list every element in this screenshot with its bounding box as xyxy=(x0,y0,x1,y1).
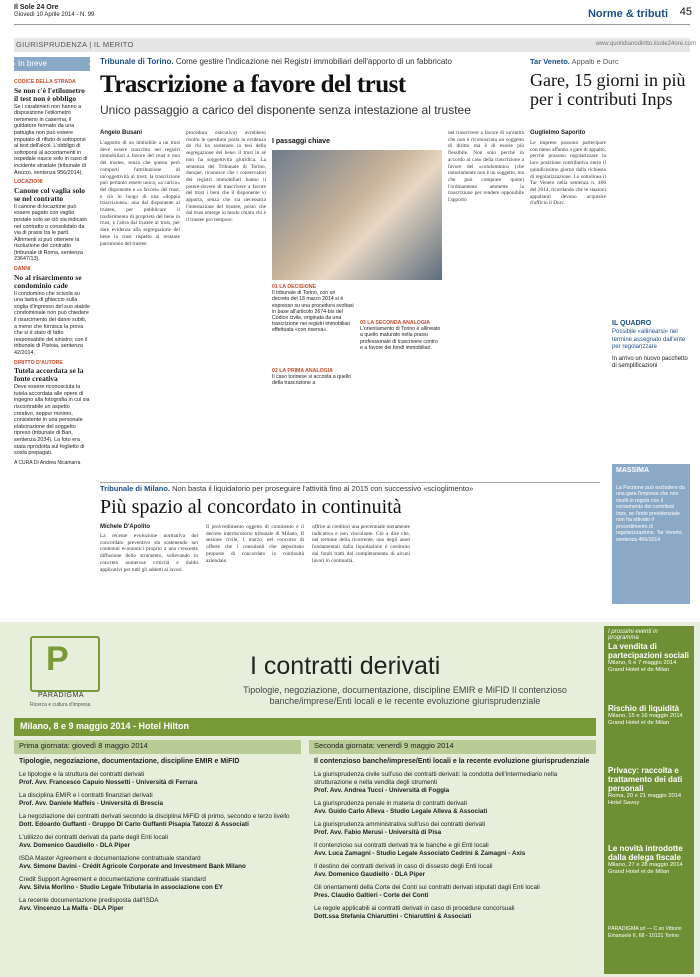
program-title: ISDA Master Agreement e documentazione contrattuale standard xyxy=(19,855,201,862)
upcoming-header: I prossimi eventi in programma xyxy=(608,629,658,641)
program-title: L'utilizzo dei contratti derivati da parte degli Enti locali xyxy=(19,834,168,841)
contact-info: PARADIGMA srl — C.so Vittorio Emanuele II, 68 - 10121 Torino xyxy=(608,926,682,939)
program-title: La giurisprudenza penale in materia di contratti derivati xyxy=(314,800,467,807)
program-speaker: Prof. Avv. Daniele Maffeis - Università di Brescia xyxy=(19,800,163,807)
program-item xyxy=(19,897,296,913)
program-title: La recente documentazione predisposta dall'ISDA xyxy=(19,897,159,904)
program-title: Tipologie, negoziazione, documentazione, discipline EMIR e MiFID xyxy=(19,758,240,765)
program-title: Credit Support Agreement e documentazione contrattuale standard xyxy=(19,876,206,883)
program-title: Gli orientamenti della Corte dei Conti sui contratti derivati stipulati dagli Enti locali xyxy=(314,884,540,891)
second-kicker: Tribunale di Milano. Non basta il liquidatorio per proseguire l'attività fino al 2015 con successivo «scioglimento» xyxy=(100,484,474,493)
sidebar-byline: A CURA DI Andrea Nicamarra xyxy=(14,459,81,466)
day2-header: Seconda giornata: venerdì 9 maggio 2014 xyxy=(309,740,596,754)
program-speaker: Prof. Avv. Andrea Tucci - Università di Foggia xyxy=(314,787,450,794)
item-body: Se i carabinieri non hanno a disposizione l'etilometro nemmeno in caserma, il guidatore fermato da una pattuglia non può essere imputato di rifiuto di sottoporsi al test dell'alcol. L'obbligo di sottoporsi al accertamenti in ospedale nasce solo in caso di incidente stradale (tribunale di Arezzo, sentenza 956/2014). xyxy=(14,103,88,176)
site-url[interactable]: www.quotidianodiritto.ilsole24ore.com xyxy=(595,41,696,47)
brand-tag: Ricerca e cultura d'impresa xyxy=(30,702,91,708)
lead-headline: Trascrizione a favore del trust xyxy=(100,71,406,98)
right-headline: Gare, 15 giorni in più per i contributi Inps xyxy=(530,70,686,109)
program-item xyxy=(314,863,591,879)
program-item xyxy=(19,792,296,808)
item-title: No al risarcimento se condominio cade xyxy=(14,272,82,290)
day1-header: Prima giornata: giovedì 8 maggio 2014 xyxy=(14,740,301,754)
list-item xyxy=(14,266,90,357)
in-breve-label: In breve xyxy=(14,57,90,71)
program-item xyxy=(19,771,296,787)
program-speaker: Dott. Edoardo Guffanti - Gruppo Di Carlo Guffanti Pisapia Tatozzi & Associati xyxy=(19,821,249,828)
program-speaker: Dott.ssa Stefania Chiaruttini - Chiaruttini & Associati xyxy=(314,913,472,920)
item-kicker: DANNI xyxy=(14,266,31,273)
program-title: Il contenzioso sui contratti derivati tra le banche e gli Enti locali xyxy=(314,842,489,849)
program-speaker: Avv. Domenico Gaudiello - DLA Piper xyxy=(19,842,131,849)
key-item: 01 LA DECISIONE Il tribunale di Torino, con un decreto del 18 marzo 2014 si è espresso su una procedura svoltasi in base all'articolo 2674-bis del Codice civile, originata da una trascrizione nei registri immobiliari effettuata «con riserva». xyxy=(272,284,354,334)
right-body-continued xyxy=(614,130,690,316)
masthead xyxy=(14,4,690,26)
second-column-3: offrire ai creditori una percentuale meramente indicativa e non vincolante. Ciò a dire che, nel termine della ricorrente, uno degli asset fondamentali dalla liquidazione è costituito dai fondi tratti dal completamento di alcuni lavori in continuità. xyxy=(312,524,410,564)
second-headline: Più spazio al concordato in continuità xyxy=(100,496,402,518)
program-item xyxy=(19,813,296,829)
item-title: Tutela accordata se la fonte creativa xyxy=(14,366,84,384)
brand-name: PARADIGMA xyxy=(38,692,84,699)
event-item[interactable]: Rischio di liquidità Milano, 15 e 16 maggio 2014 Grand Hotel et de Milan xyxy=(608,704,683,726)
massima-box xyxy=(612,464,690,604)
item-body: Il canone di locazione può essere pagato con vaglia postale solo se ciò sia indicato nel contratto o consolidato da via di prassi tra le parti. Altrimenti si può ottenere la risoluzione del contratto (tribunale di Roma, sentenza 23647/13). xyxy=(14,203,87,263)
ad-subtitle: Tipologie, negoziazione, documentazione, discipline EMIR e MiFID Il contenzioso banche/imprese/Enti locali e le recente evoluzione giurisprudenziale xyxy=(243,685,567,706)
program-title: Le tipologie e la struttura dei contratti derivati xyxy=(19,771,145,778)
day1-program xyxy=(14,740,301,922)
sidebar-list xyxy=(14,76,90,466)
program-item xyxy=(314,771,591,795)
item-title: Canone col vaglia solo se nel contratto xyxy=(14,185,86,203)
second-column-1: La recente evoluzione normativa del concordato preventivo sta sostenendo nei contenuti economici proprio a una crescente diffusione dello strumento, sollevando in concreto numerose criticità e dubbi applicativi per tutti gli addetti ai lavori. xyxy=(100,533,198,573)
right-body: Le imprese possono partecipare con meno affanno a gare di appalto, perché possono regolarizzare la loro posizione contributiva entro il quindicesimo giorno dalla richiesta di regolarizzazione. Lo sottolinea il Tar Veneto nella sentenza n. 466 del 2014, ricordando che le stazioni appaltanti devono acquisire d'ufficio il Durc. xyxy=(530,140,606,207)
program-speaker: Avv. Vincenzo La Malfa - DLA Piper xyxy=(19,905,124,912)
lead-column-1: L'apporto di un immobile a un trust deve essere trascritto nei registri immobiliari a favore del trust e non del trustee, senza che questo però comporti l'attribuzione di un'oggettività al trust; la trascrizione può pertanto essere unica, «a carico» del disponente e «a favore» del trust, e ciò in luogo di una «doppia trascrizione»: una dal disponente al trustee, per pubblicare il trasferimento di proprietà del bene in trust, e l'altra dal trustee al trust, per dare evidenza alla segregazione del bene in trust rispetto al restante patrimonio del trustee. xyxy=(100,140,180,247)
item-title: Se non c'è l'etilometro il test non è obbligo xyxy=(14,85,85,103)
item-body: Il condomino che scivola su una lastra di ghiaccio sulla soglia d'ingresso del suo stabile condominiale non può chiedere il risarcimento dei danni subiti, a meno che fornisca la prova che si è stato di fatto responsabile del sinistro; con il tribunale di Pistoia, sentenza 42/2014. xyxy=(14,290,90,356)
key-item: 02 LA PRIMA ANALOGIA Il caso torinese si accosta a quello della trascrizione a xyxy=(272,368,352,387)
program-item xyxy=(314,800,591,816)
item-kicker: LOCAZIONI xyxy=(14,179,43,186)
paper-name: Il Sole 24 Ore xyxy=(14,4,59,11)
section-title: Norme & tributi xyxy=(587,8,668,20)
article-divider xyxy=(100,482,600,483)
program-title: La negoziazione dei contratti derivati secondo la disciplina MiFID di primo, secondo e terzo livello xyxy=(19,813,290,820)
second-author: Michele D'Apolito xyxy=(100,524,151,530)
program-title: Il destino dei contratti derivati in caso di dissesto degli Enti locali xyxy=(314,863,493,870)
program-title: La giurisprudenza civile sull'uso dei contratti derivati: la condotta dell'intermediario nella strutturazione e nella vendita degli strumenti xyxy=(314,771,558,786)
program-item xyxy=(314,758,591,766)
program-title: La disciplina EMIR e i contratti finanziari derivati xyxy=(19,792,153,799)
quadro-text: In arrivo un nuovo pacchetto di semplificazioni xyxy=(612,355,688,370)
lead-column-4: nel trascrivere a favore di un'entità che non è riconosciuta un soggetto di diritto ma è di essere più flessibile. Non solo perché in accordo al caso della trascrizione a favore del «condominio» (che notoriamente non è un soggetto, ma che può comprare quote) l'ordinamento ammette la trascrizione per rendere opponibile l'apporto. xyxy=(448,130,524,204)
lead-column-2: procedura esecutiva) avrebbero risolto le questioni posta in evidenza da chi ha sostenuto la tesi della segregazione del bene, il trust in sé non ha soggettività giuridica. La sentenza del Tribunale di Torino, dunque, riconosce che i conservatori dei registri immobiliari hanno il potere-dovere di trascrivere a favore del trust i beni che il disponente vi apporta, senza che sia necessaria l'intestazione del trustee, posto che dal trust emerge in modo chiaro chi è il trustee pro tempore. xyxy=(186,130,266,224)
article-photo xyxy=(272,150,442,280)
program-item xyxy=(314,842,591,858)
item-body: Deve essere riconosciuta la tutela accordata alle opere di ingegno alla fotografia in cui sia riscontrabile un aspetto creativo, seppur minimo, consistente in una personale elaborazione del soggetto ripreso (tribunale di Bari, sentenza 2034). La foto era stata riprodotta sul foglietto di sosta prepagati. xyxy=(14,384,90,457)
right-author: Guglielmo Saporito xyxy=(530,130,586,136)
program-item xyxy=(19,855,296,871)
logo-p-icon: P xyxy=(46,640,69,678)
venue-bar: Milano, 8 e 9 maggio 2014 - Hotel Hilton xyxy=(14,718,596,736)
program-speaker: Prof. Avv. Fabio Merusi - Università di Pisa xyxy=(314,829,442,836)
list-item xyxy=(14,79,90,176)
lead-kicker xyxy=(100,57,452,66)
right-kicker: Tar Veneto. Appalti e Durc xyxy=(530,57,619,66)
program-title: Il contenzioso banche/imprese/Enti locali e la recente evoluzione giurisprudenziale xyxy=(314,758,590,765)
program-item xyxy=(314,821,591,837)
massima-title: MASSIMA xyxy=(616,467,650,474)
key-passages-title: I passaggi chiave xyxy=(272,138,330,145)
program-speaker: Avv. Simone Davini - Crédit Agricole Corporate and Investment Bank Milano xyxy=(19,863,246,870)
section-label: GIURISPRUDENZA | IL MERITO xyxy=(16,40,134,49)
lead-subhead: Unico passaggio a carico del disponente senza intestazione al trustee xyxy=(100,103,471,117)
item-kicker: DIRITTO D'AUTORE xyxy=(14,359,63,366)
program-item xyxy=(314,884,591,900)
program-speaker: Avv. Domenico Gaudiello - DLA Piper xyxy=(314,871,426,878)
top-rule xyxy=(14,24,690,25)
item-kicker: CODICE DELLA STRADA xyxy=(14,79,76,85)
event-item[interactable]: Privacy: raccolta e trattamento dei dati personali Roma, 20 e 21 maggio 2014 Hotel Savoy xyxy=(608,766,683,806)
event-item[interactable]: La vendita di partecipazioni sociali Milano, 6 e 7 maggio 2014 Grand Hotel et de Milan xyxy=(608,642,689,673)
issue-date: Giovedì 10 Aprile 2014 - N. 99 xyxy=(14,12,95,18)
program-speaker: Pres. Claudio Galtieri - Corte dei Conti xyxy=(314,892,429,899)
quadro-lead: Possibile «allinearsi» nel termine assegnato dall'ente per regolarizzare xyxy=(612,329,686,351)
second-column-2: Il provvedimento oggetto di commento è il decreto interlocutorio tribunale di Milano, II sezione civile, 1 marzo, nel concorso di offerte che i consulenti che depositano proposte di concordato in continuità aziendale. xyxy=(206,524,304,564)
program-item xyxy=(19,876,296,892)
program-item xyxy=(19,758,296,766)
program-title: La giurisprudenza amministrativa sull'uso dei contratti derivati xyxy=(314,821,486,828)
massima-text: La Porzione può escludere da una gara l'impresa che non risulti in regola con il versamento dei contributi Inps, se l'ente previdenziale non ha attivato il procedimento di regolarizzazione. Tar Veneto, sentenza 466/2014 xyxy=(616,484,685,543)
program-speaker: Avv. Luca Zamagni - Studio Legale Associato Cedrini & Zamagni - Axis xyxy=(314,850,526,857)
day2-program xyxy=(309,740,596,930)
program-item xyxy=(19,834,296,850)
list-item xyxy=(14,360,90,457)
kicker-text: Come gestire l'indicazione nei Registri immobiliari dell'apporto di un fabbricato xyxy=(175,57,452,66)
program-speaker: Avv. Guido Carlo Alleva - Studio Legale Alleva & Associati xyxy=(314,808,488,815)
page-number: 45 xyxy=(679,6,692,18)
list-item xyxy=(14,179,90,263)
quadro-title: IL QUADRO xyxy=(612,320,652,327)
program-item xyxy=(314,905,591,921)
quadro-box xyxy=(612,320,690,370)
key-item: 03 LA SECONDA ANALOGIA L'orientamento di Torino è allineato a quello maturato nella prassi professionale di trascrivere contro e a favore dei fondi immobiliari. xyxy=(360,320,441,351)
program-speaker: Avv. Silvia Morlino - Studio Legale Tributaria in associazione con EY xyxy=(19,884,223,891)
ad-title: I contratti derivati xyxy=(250,652,441,680)
lead-author: Angelo Busani xyxy=(100,130,143,136)
program-title: Le regole applicabili ai contratti derivati in caso di procedure concorsuali xyxy=(314,905,515,912)
kicker-place: Tribunale di Torino. xyxy=(100,57,174,66)
upcoming-events xyxy=(604,626,694,974)
event-item[interactable]: Le novità introdotte dalla delega fiscale Milano, 27 e 28 maggio 2014 Grand Hotel et de Milan xyxy=(608,844,683,875)
program-speaker: Prof. Avv. Francesco Capuio Nossetti - Università di Ferrara xyxy=(19,779,198,786)
